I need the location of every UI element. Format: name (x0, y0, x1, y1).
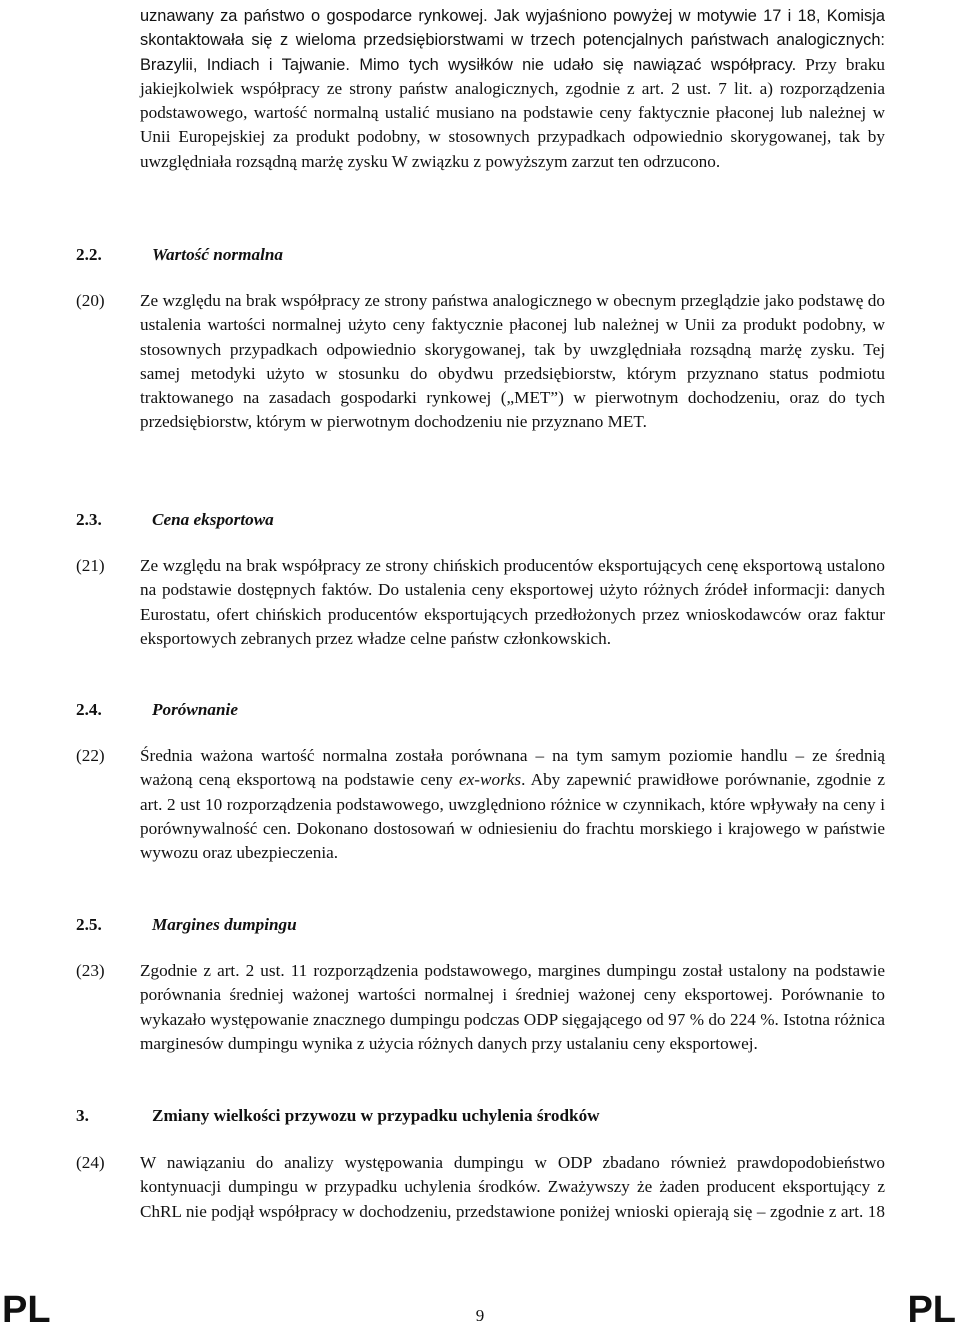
section-title: Porównanie (152, 700, 238, 719)
paragraph-number: (20) (76, 291, 105, 310)
section-title: Margines dumpingu (152, 915, 297, 934)
section-number: 2.4. (76, 700, 102, 719)
page-number: 9 (475, 1306, 485, 1325)
paragraph-text: Zgodnie z art. 2 ust. 11 rozporządzenia podstawowego, margines dumpingu został ustalony na podstawie porównania średniej ważonej wartości normalnej i średniej ważonej ceny eksportowej. Porównanie to wykazało występowanie znacznego dumpingu podczas ODP sięgającego od 97 % do 224 %. Istotna różnica marginesów dumpingu wynika z użycia różnych danych przy ustalaniu ceny eksportowej. (140, 961, 885, 1053)
section-number: 2.5. (76, 915, 102, 934)
intro-sans-text: uznawany za państwo o gospodarce rynkowej. Jak wyjaśniono powyżej w motywie 17 i 18, Komisja skontaktowała się z wieloma przedsiębiorstwami w trzech potencjalnych państwach analogicznych: Brazylii, Indiach i Tajwanie. Mimo tych wysiłków nie udało się nawiązać współpracy. (140, 7, 885, 74)
paragraph-number: (24) (76, 1153, 105, 1172)
section-title: Cena eksportowa (152, 510, 274, 529)
section-number: 3. (76, 1106, 89, 1125)
paragraph-text-part: . Aby zapewnić prawidłowe porównanie, zgodnie z art. 2 ust 10 rozporządzenia podstawowego, uwzględniono różnice w czynnikach, które wpływały na ceny i porównywalność cen. Dokonano dostosowań w odniesieniu do frachtu morskiego i krajowego w państwie wywozu oraz ubezpieczenia. (140, 770, 885, 863)
paragraph-text: W nawiązaniu do analizy występowania dumpingu w ODP zbadano również prawdopodobieństwo kontynuacji dumpingu w przypadku uchylenia środków. Zważywszy że żaden producent eksportujący z ChRL nie podjął współpracy w dochodzeniu, przedstawione poniżej wnioski opierają się – zgodnie z art. 18 (140, 1153, 885, 1221)
section-title: Wartość normalna (152, 245, 284, 264)
footer-language-left: PL (2, 1289, 51, 1331)
section-number: 2.2. (76, 245, 102, 264)
footer-language-right: PL (907, 1289, 956, 1331)
paragraph-text: Ze względu na brak współpracy ze strony państwa analogicznego w obecnym przeglądzie jako podstawę do ustalenia wartości normalnej użyto ceny faktycznie płaconej lub należnej w Unii za produkt podobny, w stosownych przypadkach odpowiednio skorygowanej, tak by uwzględniała rozsądną marżę zysku. Tej samej metodyki użyto w stosunku do obydwu przedsiębiorstw, którym przyznano status podmiotu traktowanego na zasadach gospodarki rynkowej („MET”) w pierwotnym dochodzeniu, oraz do tych przedsiębiorstw, którym w pierwotnym dochodzeniu nie przyznano MET. (140, 291, 885, 432)
section-title: Zmiany wielkości przywozu w przypadku uchylenia środków (152, 1106, 600, 1125)
paragraph-text-part: Średnia ważona wartość normalna została porównana – na tym samym poziomie handlu – ze średnią ważoną ceną eksportową na podstawie ceny (140, 746, 885, 790)
paragraph-number: (22) (76, 746, 105, 765)
paragraph-number: (21) (76, 556, 105, 575)
paragraph-text (140, 744, 885, 865)
paragraph-number: (23) (76, 961, 105, 980)
intro-serif-text: Przy braku jakiejkolwiek współpracy ze strony państw analogicznych, zgodnie z art. 2 ust. 7 lit. a) rozporządzenia podstawowego, wartość normalną ustalić musiano na podstawie ceny faktycznie płaconej lub należnej w Unii Europejskiej za produkt podobny, w stosownych przypadkach odpowiednio skorygowanej, tak by uwzględniała rozsądną marżę zysku W związku z powyższym zarzut ten odrzucono. (140, 54, 886, 171)
paragraph-text: Ze względu na brak współpracy ze strony chińskich producentów eksportujących cenę eksportową ustalono na podstawie dostępnych faktów. Do ustalenia ceny eksportowej użyto różnych źródeł informacji: danych Eurostatu, ofert chińskich producentów eksportujących przedłożonych przez wnioskodawców oraz faktur eksportowych zebranych przez władze celne państw członkowskich. (140, 556, 885, 648)
section-number: 2.3. (76, 510, 102, 529)
intro-paragraph (140, 4, 885, 174)
paragraph-emphasis: ex-works (459, 770, 522, 790)
